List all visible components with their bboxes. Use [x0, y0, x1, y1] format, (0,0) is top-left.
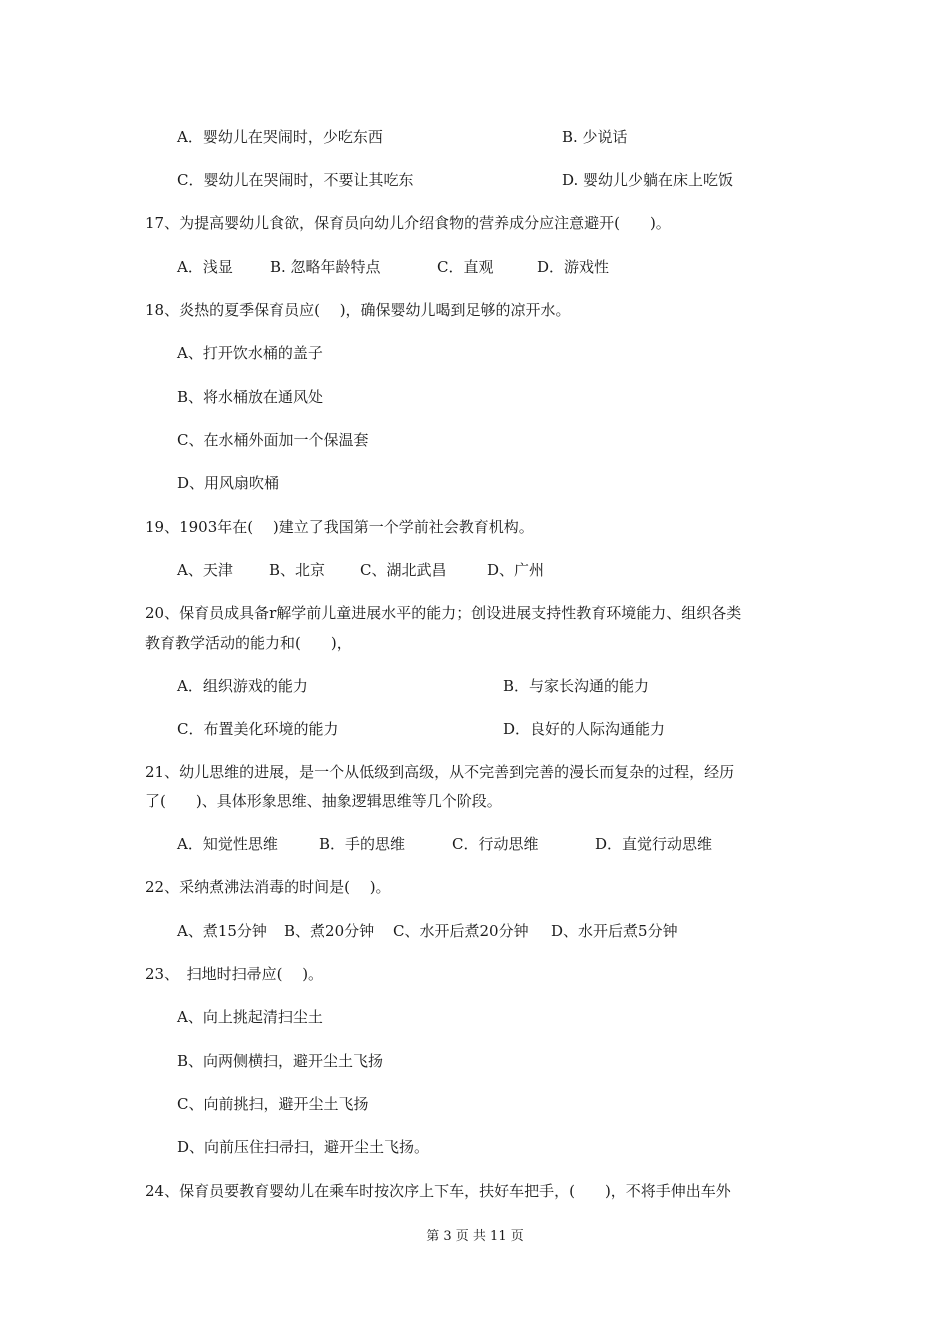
q19-option-d: D、广州: [487, 561, 545, 579]
q18-option-c: C、在水桶外面加一个保温套: [177, 431, 369, 449]
q21-stem-line-1: 21、幼儿思维的进展，是一个从低级到高级，从不完善到完善的漫长而复杂的过程，经历: [145, 763, 735, 781]
q20-option-d: D．良好的人际沟通能力: [503, 720, 666, 738]
q23-option-c: C、向前挑扫，避开尘土飞扬: [177, 1095, 369, 1113]
q23-stem: 23、 扫地时扫帚应( )。: [145, 965, 324, 983]
q17-option-a: A．浅显: [177, 258, 233, 276]
q16-option-b: B. 少说话: [562, 128, 628, 146]
page-number: 第 3 页 共 11 页: [426, 1229, 524, 1244]
q17-stem: 17、为提高婴幼儿食欲，保育员向幼儿介绍食物的营养成分应注意避开( )。: [145, 214, 671, 232]
q22-stem: 22、采纳煮沸法消毒的时间是( )。: [145, 878, 391, 896]
q22-option-d: D、水开后煮5分钟: [551, 922, 678, 940]
q17-option-c: C．直观: [437, 258, 494, 276]
q23-option-a: A、向上挑起清扫尘土: [177, 1008, 323, 1026]
q18-option-b: B、将水桶放在通风处: [177, 388, 324, 406]
q20-stem-line-2: 教育教学活动的能力和( )，: [145, 634, 352, 652]
q16-option-c: C．婴幼儿在哭闹时，不要让其吃东: [177, 171, 414, 189]
q24-stem: 24、保育员要教育婴幼儿在乘车时按次序上下车，扶好车把手，( )，不将手伸出车外: [145, 1182, 731, 1200]
q17-option-d: D．游戏性: [537, 258, 610, 276]
q22-option-c: C、水开后煮20分钟: [393, 922, 529, 940]
q21-stem-line-2: 了( )、具体形象思维、抽象逻辑思维等几个阶段。: [145, 792, 502, 810]
q19-option-c: C、湖北武昌: [360, 561, 447, 579]
q21-option-c: C．行动思维: [452, 835, 539, 853]
q21-option-a: A．知觉性思维: [177, 835, 278, 853]
q20-stem-line-1: 20、保育员成具备r解学前儿童进展水平的能力；创设进展支持性教育环境能力、组织各类: [145, 604, 742, 622]
q20-option-a: A．组织游戏的能力: [177, 677, 308, 695]
q16-option-a: A．婴幼儿在哭闹时，少吃东西: [177, 128, 383, 146]
q21-option-d: D．直觉行动思维: [595, 835, 713, 853]
q23-option-b: B、向两侧横扫，避开尘土飞扬: [177, 1052, 384, 1070]
q23-option-d: D、向前压住扫帚扫，避开尘土飞扬。: [177, 1138, 430, 1156]
q16-option-d: D. 婴幼儿少躺在床上吃饭: [562, 171, 734, 189]
q22-option-b: B、煮20分钟: [284, 922, 375, 940]
q19-option-a: A、天津: [177, 561, 233, 579]
q22-option-a: A、煮15分钟: [177, 922, 267, 940]
q18-option-d: D、用风扇吹桶: [177, 474, 280, 492]
q17-option-b: B. 忽略年龄特点: [270, 258, 381, 276]
q18-stem: 18、炎热的夏季保育员应( )，确保婴幼儿喝到足够的凉开水。: [145, 301, 571, 319]
q19-stem: 19、1903年在( )建立了我国第一个学前社会教育机构。: [145, 518, 534, 536]
q19-option-b: B、北京: [269, 561, 326, 579]
q18-option-a: A、打开饮水桶的盖子: [177, 344, 323, 362]
q21-option-b: B．手的思维: [319, 835, 406, 853]
q20-option-b: B．与家长沟通的能力: [503, 677, 650, 695]
q20-option-c: C．布置美化环境的能力: [177, 720, 339, 738]
